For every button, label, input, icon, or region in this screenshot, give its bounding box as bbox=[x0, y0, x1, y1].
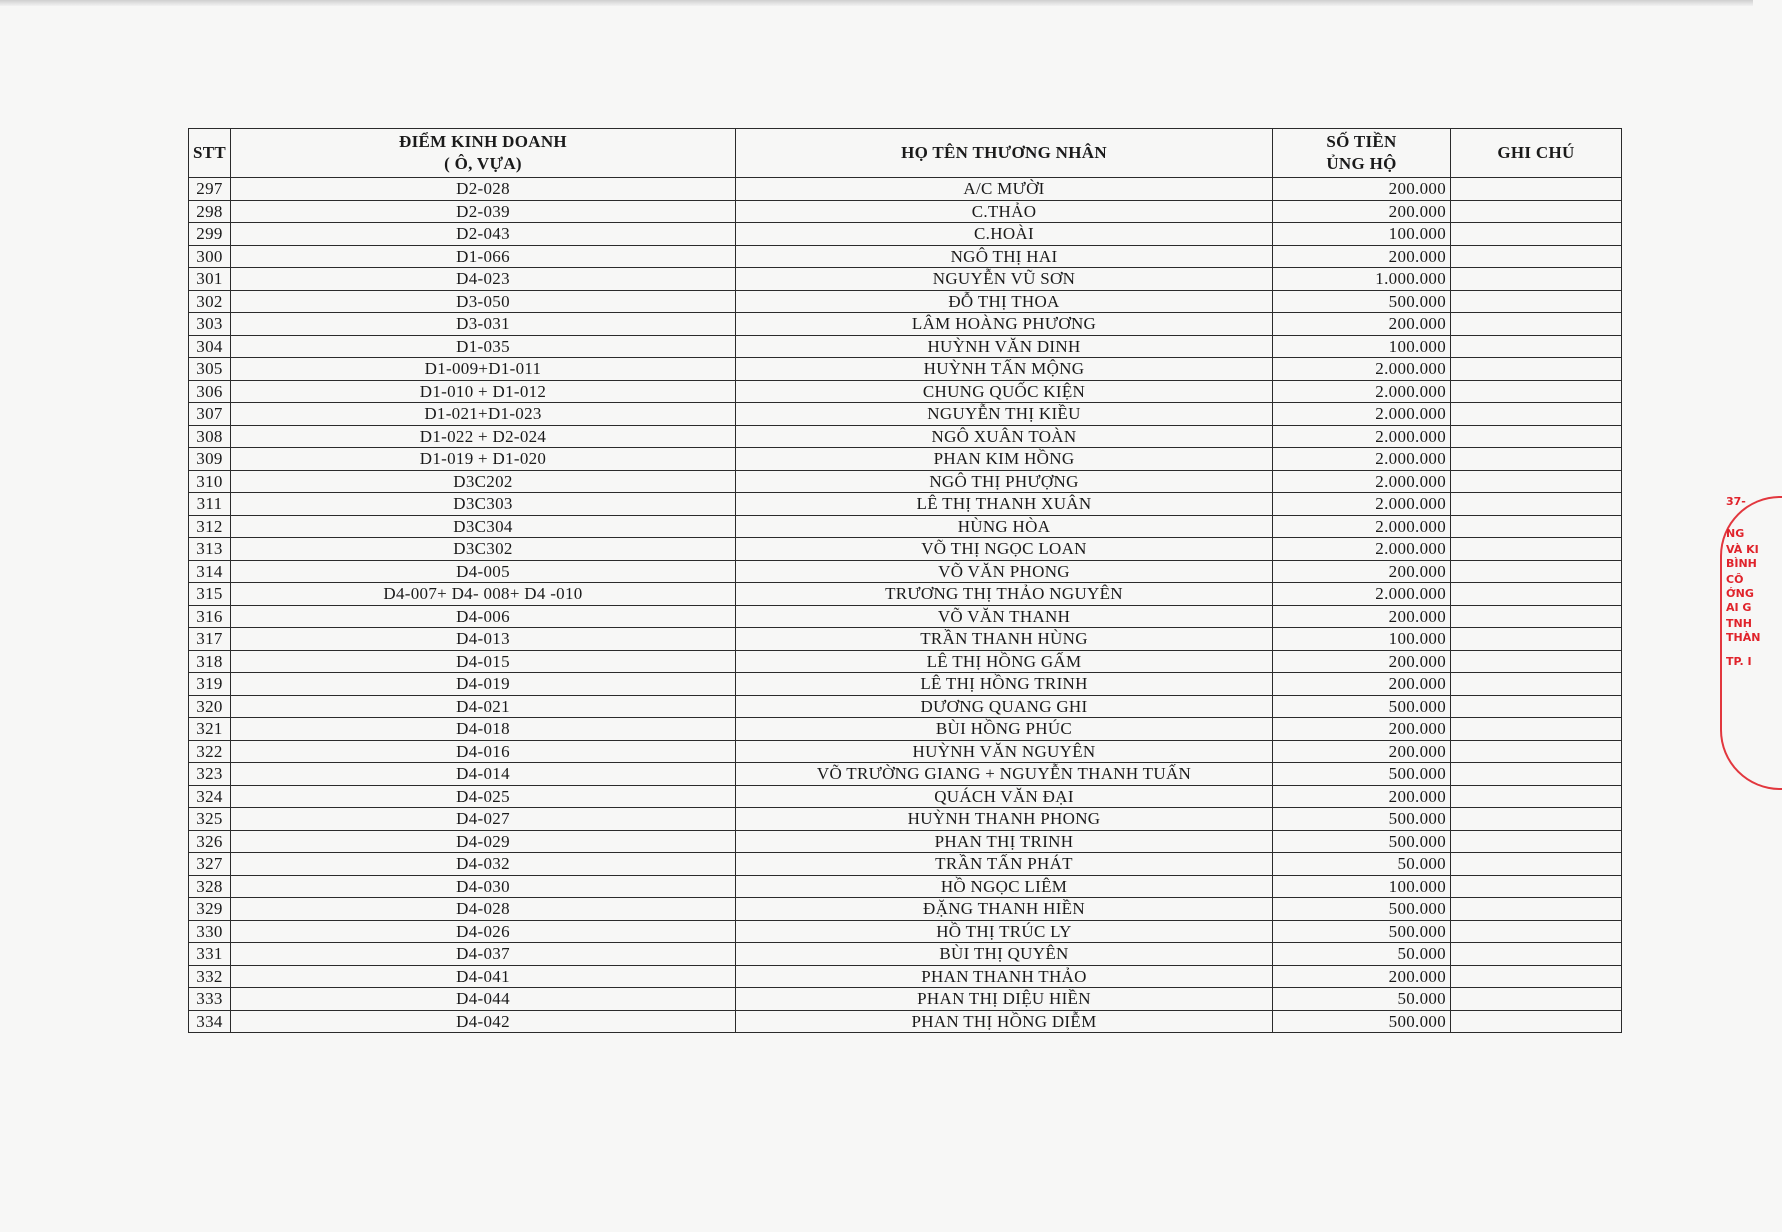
cell-trader-name: HUỲNH THANH PHONG bbox=[736, 808, 1273, 831]
cell-stt: 329 bbox=[189, 898, 231, 921]
cell-amount: 200.000 bbox=[1273, 313, 1451, 336]
table-row bbox=[189, 1010, 1622, 1033]
cell-amount: 200.000 bbox=[1273, 650, 1451, 673]
header-business-point-line2: ( Ô, VỰA) bbox=[444, 154, 522, 173]
cell-business-point: D4-014 bbox=[231, 763, 736, 786]
cell-stt: 320 bbox=[189, 695, 231, 718]
table-row bbox=[189, 313, 1622, 336]
cell-stt: 311 bbox=[189, 493, 231, 516]
cell-amount: 2.000.000 bbox=[1273, 583, 1451, 606]
cell-amount: 200.000 bbox=[1273, 178, 1451, 201]
cell-trader-name: A/C MƯỜI bbox=[736, 178, 1273, 201]
cell-amount: 2.000.000 bbox=[1273, 493, 1451, 516]
cell-business-point: D4-021 bbox=[231, 695, 736, 718]
cell-note bbox=[1451, 898, 1622, 921]
cell-amount: 2.000.000 bbox=[1273, 448, 1451, 471]
cell-trader-name: VÕ VĂN PHONG bbox=[736, 560, 1273, 583]
cell-stt: 299 bbox=[189, 223, 231, 246]
cell-business-point: D1-021+D1-023 bbox=[231, 403, 736, 426]
cell-trader-name: PHAN KIM HỒNG bbox=[736, 448, 1273, 471]
cell-trader-name: NGÔ THỊ PHƯỢNG bbox=[736, 470, 1273, 493]
table-row bbox=[189, 920, 1622, 943]
cell-business-point: D2-028 bbox=[231, 178, 736, 201]
seal-fragment: NG bbox=[1726, 527, 1745, 540]
cell-note bbox=[1451, 943, 1622, 966]
seal-fragment: TP. I bbox=[1726, 655, 1752, 668]
cell-amount: 2.000.000 bbox=[1273, 470, 1451, 493]
cell-stt: 307 bbox=[189, 403, 231, 426]
cell-business-point: D4-028 bbox=[231, 898, 736, 921]
cell-trader-name: NGÔ THỊ HAI bbox=[736, 245, 1273, 268]
cell-stt: 319 bbox=[189, 673, 231, 696]
cell-business-point: D4-025 bbox=[231, 785, 736, 808]
cell-note bbox=[1451, 875, 1622, 898]
cell-note bbox=[1451, 763, 1622, 786]
cell-stt: 332 bbox=[189, 965, 231, 988]
table-row bbox=[189, 718, 1622, 741]
cell-stt: 305 bbox=[189, 358, 231, 381]
cell-stt: 300 bbox=[189, 245, 231, 268]
header-note: GHI CHÚ bbox=[1451, 129, 1622, 178]
cell-amount: 2.000.000 bbox=[1273, 403, 1451, 426]
cell-trader-name: ĐẶNG THANH HIỀN bbox=[736, 898, 1273, 921]
cell-business-point: D1-035 bbox=[231, 335, 736, 358]
cell-business-point: D3-031 bbox=[231, 313, 736, 336]
cell-note bbox=[1451, 403, 1622, 426]
cell-trader-name: C.THẢO bbox=[736, 200, 1273, 223]
table-row bbox=[189, 515, 1622, 538]
header-amount-line2: ỦNG HỘ bbox=[1326, 154, 1397, 173]
cell-note bbox=[1451, 583, 1622, 606]
cell-stt: 325 bbox=[189, 808, 231, 831]
cell-note bbox=[1451, 830, 1622, 853]
cell-trader-name: VÕ THỊ NGỌC LOAN bbox=[736, 538, 1273, 561]
cell-amount: 500.000 bbox=[1273, 920, 1451, 943]
cell-note bbox=[1451, 740, 1622, 763]
cell-trader-name: VÕ TRƯỜNG GIANG + NGUYỄN THANH TUẤN bbox=[736, 763, 1273, 786]
table-row bbox=[189, 200, 1622, 223]
cell-business-point: D4-005 bbox=[231, 560, 736, 583]
seal-fragment: 37- bbox=[1726, 495, 1746, 508]
cell-trader-name: HỒ NGỌC LIÊM bbox=[736, 875, 1273, 898]
cell-business-point: D4-018 bbox=[231, 718, 736, 741]
cell-trader-name: QUÁCH VĂN ĐẠI bbox=[736, 785, 1273, 808]
cell-business-point: D4-032 bbox=[231, 853, 736, 876]
cell-stt: 327 bbox=[189, 853, 231, 876]
cell-stt: 313 bbox=[189, 538, 231, 561]
table-row bbox=[189, 335, 1622, 358]
cell-stt: 317 bbox=[189, 628, 231, 651]
cell-trader-name: PHAN THANH THẢO bbox=[736, 965, 1273, 988]
seal-fragment: BÌNH bbox=[1726, 557, 1757, 570]
cell-note bbox=[1451, 695, 1622, 718]
table-row bbox=[189, 358, 1622, 381]
header-business-point bbox=[231, 129, 736, 178]
cell-business-point: D3C303 bbox=[231, 493, 736, 516]
cell-business-point: D3C302 bbox=[231, 538, 736, 561]
cell-amount: 500.000 bbox=[1273, 695, 1451, 718]
scan-edge-shadow bbox=[0, 0, 1753, 6]
table-row bbox=[189, 943, 1622, 966]
cell-amount: 500.000 bbox=[1273, 763, 1451, 786]
cell-amount: 1.000.000 bbox=[1273, 268, 1451, 291]
cell-note bbox=[1451, 515, 1622, 538]
cell-note bbox=[1451, 425, 1622, 448]
cell-trader-name: TRƯƠNG THỊ THẢO NGUYÊN bbox=[736, 583, 1273, 606]
cell-stt: 333 bbox=[189, 988, 231, 1011]
cell-business-point: D1-010 + D1-012 bbox=[231, 380, 736, 403]
cell-amount: 2.000.000 bbox=[1273, 425, 1451, 448]
cell-note bbox=[1451, 988, 1622, 1011]
table-row bbox=[189, 898, 1622, 921]
cell-stt: 304 bbox=[189, 335, 231, 358]
table-row bbox=[189, 470, 1622, 493]
cell-trader-name: PHAN THỊ HỒNG DIỄM bbox=[736, 1010, 1273, 1033]
cell-business-point: D2-043 bbox=[231, 223, 736, 246]
cell-note bbox=[1451, 538, 1622, 561]
cell-note bbox=[1451, 1010, 1622, 1033]
cell-amount: 200.000 bbox=[1273, 245, 1451, 268]
cell-note bbox=[1451, 673, 1622, 696]
table-row bbox=[189, 560, 1622, 583]
cell-trader-name: ĐỖ THỊ THOA bbox=[736, 290, 1273, 313]
cell-note bbox=[1451, 223, 1622, 246]
table-row bbox=[189, 448, 1622, 471]
table-row bbox=[189, 403, 1622, 426]
cell-trader-name: HUỲNH VĂN NGUYÊN bbox=[736, 740, 1273, 763]
cell-note bbox=[1451, 245, 1622, 268]
cell-amount: 100.000 bbox=[1273, 875, 1451, 898]
table-row bbox=[189, 178, 1622, 201]
cell-note bbox=[1451, 200, 1622, 223]
cell-stt: 331 bbox=[189, 943, 231, 966]
cell-business-point: D1-009+D1-011 bbox=[231, 358, 736, 381]
table-row bbox=[189, 763, 1622, 786]
table-row bbox=[189, 425, 1622, 448]
cell-amount: 50.000 bbox=[1273, 853, 1451, 876]
cell-trader-name: NGUYỄN THỊ KIỀU bbox=[736, 403, 1273, 426]
cell-stt: 301 bbox=[189, 268, 231, 291]
cell-business-point: D4-042 bbox=[231, 1010, 736, 1033]
cell-stt: 302 bbox=[189, 290, 231, 313]
cell-trader-name: PHAN THỊ DIỆU HIỀN bbox=[736, 988, 1273, 1011]
cell-trader-name: LÊ THỊ HỒNG GẤM bbox=[736, 650, 1273, 673]
cell-note bbox=[1451, 380, 1622, 403]
cell-stt: 322 bbox=[189, 740, 231, 763]
cell-stt: 309 bbox=[189, 448, 231, 471]
seal-fragment: VÀ KI bbox=[1726, 543, 1759, 556]
cell-stt: 316 bbox=[189, 605, 231, 628]
cell-stt: 298 bbox=[189, 200, 231, 223]
seal-fragment: AI G bbox=[1726, 601, 1752, 614]
cell-trader-name: HUỲNH VĂN DINH bbox=[736, 335, 1273, 358]
cell-note bbox=[1451, 470, 1622, 493]
table-row bbox=[189, 380, 1622, 403]
cell-amount: 200.000 bbox=[1273, 965, 1451, 988]
cell-trader-name: CHUNG QUỐC KIỆN bbox=[736, 380, 1273, 403]
cell-trader-name: PHAN THỊ TRINH bbox=[736, 830, 1273, 853]
cell-amount: 2.000.000 bbox=[1273, 358, 1451, 381]
cell-note bbox=[1451, 290, 1622, 313]
header-row bbox=[189, 129, 1622, 178]
header-amount-line1: SỐ TIỀN bbox=[1326, 132, 1397, 151]
cell-amount: 100.000 bbox=[1273, 335, 1451, 358]
cell-stt: 334 bbox=[189, 1010, 231, 1033]
cell-stt: 306 bbox=[189, 380, 231, 403]
cell-trader-name: VÕ VĂN THANH bbox=[736, 605, 1273, 628]
table-row bbox=[189, 808, 1622, 831]
seal-fragment: TNH bbox=[1726, 617, 1752, 630]
cell-note bbox=[1451, 718, 1622, 741]
table-row bbox=[189, 830, 1622, 853]
cell-business-point: D3C202 bbox=[231, 470, 736, 493]
cell-business-point: D4-044 bbox=[231, 988, 736, 1011]
donation-table bbox=[188, 128, 1622, 1033]
cell-stt: 318 bbox=[189, 650, 231, 673]
cell-amount: 200.000 bbox=[1273, 718, 1451, 741]
cell-trader-name: DƯƠNG QUANG GHI bbox=[736, 695, 1273, 718]
cell-business-point: D4-026 bbox=[231, 920, 736, 943]
table-row bbox=[189, 853, 1622, 876]
table-row bbox=[189, 583, 1622, 606]
cell-stt: 297 bbox=[189, 178, 231, 201]
cell-trader-name: HUỲNH TẤN MỘNG bbox=[736, 358, 1273, 381]
table-row bbox=[189, 223, 1622, 246]
cell-trader-name: LÊ THỊ THANH XUÂN bbox=[736, 493, 1273, 516]
seal-fragment: THÀN bbox=[1726, 631, 1761, 644]
seal-fragment: ỚNG bbox=[1726, 587, 1754, 600]
cell-business-point: D4-041 bbox=[231, 965, 736, 988]
cell-trader-name: HÙNG HÒA bbox=[736, 515, 1273, 538]
cell-stt: 330 bbox=[189, 920, 231, 943]
cell-note bbox=[1451, 605, 1622, 628]
cell-stt: 328 bbox=[189, 875, 231, 898]
table-row bbox=[189, 493, 1622, 516]
cell-note bbox=[1451, 650, 1622, 673]
cell-stt: 321 bbox=[189, 718, 231, 741]
cell-amount: 200.000 bbox=[1273, 605, 1451, 628]
cell-amount: 50.000 bbox=[1273, 988, 1451, 1011]
cell-note bbox=[1451, 493, 1622, 516]
cell-stt: 314 bbox=[189, 560, 231, 583]
table-row bbox=[189, 245, 1622, 268]
cell-stt: 324 bbox=[189, 785, 231, 808]
cell-business-point: D4-007+ D4- 008+ D4 -010 bbox=[231, 583, 736, 606]
table-row bbox=[189, 740, 1622, 763]
cell-note bbox=[1451, 965, 1622, 988]
cell-note bbox=[1451, 628, 1622, 651]
cell-note bbox=[1451, 560, 1622, 583]
cell-note bbox=[1451, 785, 1622, 808]
cell-note bbox=[1451, 808, 1622, 831]
table-row bbox=[189, 785, 1622, 808]
cell-business-point: D3C304 bbox=[231, 515, 736, 538]
cell-business-point: D4-013 bbox=[231, 628, 736, 651]
cell-amount: 100.000 bbox=[1273, 628, 1451, 651]
cell-amount: 200.000 bbox=[1273, 785, 1451, 808]
cell-amount: 2.000.000 bbox=[1273, 380, 1451, 403]
table-row bbox=[189, 988, 1622, 1011]
cell-amount: 200.000 bbox=[1273, 740, 1451, 763]
cell-amount: 50.000 bbox=[1273, 943, 1451, 966]
table-row bbox=[189, 605, 1622, 628]
table-header bbox=[189, 129, 1622, 178]
header-business-point-line1: ĐIỂM KINH DOANH bbox=[399, 132, 567, 151]
header-stt: STT bbox=[189, 129, 231, 178]
table-row bbox=[189, 268, 1622, 291]
header-trader-name: HỌ TÊN THƯƠNG NHÂN bbox=[736, 129, 1273, 178]
table-row bbox=[189, 290, 1622, 313]
cell-note bbox=[1451, 853, 1622, 876]
cell-business-point: D4-016 bbox=[231, 740, 736, 763]
table-row bbox=[189, 538, 1622, 561]
cell-amount: 500.000 bbox=[1273, 808, 1451, 831]
cell-note bbox=[1451, 920, 1622, 943]
cell-stt: 310 bbox=[189, 470, 231, 493]
cell-business-point: D1-066 bbox=[231, 245, 736, 268]
seal-fragment: CÔ bbox=[1726, 573, 1744, 586]
cell-business-point: D4-029 bbox=[231, 830, 736, 853]
red-seal-stamp bbox=[1720, 495, 1761, 786]
cell-note bbox=[1451, 448, 1622, 471]
table-row bbox=[189, 875, 1622, 898]
cell-business-point: D4-019 bbox=[231, 673, 736, 696]
cell-business-point: D1-022 + D2-024 bbox=[231, 425, 736, 448]
cell-amount: 200.000 bbox=[1273, 560, 1451, 583]
cell-stt: 326 bbox=[189, 830, 231, 853]
cell-trader-name: BÙI HỒNG PHÚC bbox=[736, 718, 1273, 741]
cell-stt: 303 bbox=[189, 313, 231, 336]
cell-trader-name: BÙI THỊ QUYÊN bbox=[736, 943, 1273, 966]
cell-trader-name: LÂM HOÀNG PHƯƠNG bbox=[736, 313, 1273, 336]
cell-business-point: D3-050 bbox=[231, 290, 736, 313]
table-row bbox=[189, 695, 1622, 718]
cell-trader-name: NGUYỄN VŨ SƠN bbox=[736, 268, 1273, 291]
cell-amount: 200.000 bbox=[1273, 673, 1451, 696]
cell-note bbox=[1451, 358, 1622, 381]
cell-amount: 500.000 bbox=[1273, 830, 1451, 853]
table-row bbox=[189, 965, 1622, 988]
cell-stt: 312 bbox=[189, 515, 231, 538]
cell-amount: 100.000 bbox=[1273, 223, 1451, 246]
cell-stt: 308 bbox=[189, 425, 231, 448]
cell-trader-name: LÊ THỊ HỒNG TRINH bbox=[736, 673, 1273, 696]
cell-trader-name: TRẦN THANH HÙNG bbox=[736, 628, 1273, 651]
cell-stt: 315 bbox=[189, 583, 231, 606]
cell-note bbox=[1451, 178, 1622, 201]
cell-note bbox=[1451, 268, 1622, 291]
cell-amount: 500.000 bbox=[1273, 898, 1451, 921]
table-body bbox=[189, 178, 1622, 1033]
cell-business-point: D4-030 bbox=[231, 875, 736, 898]
cell-stt: 323 bbox=[189, 763, 231, 786]
cell-amount: 500.000 bbox=[1273, 290, 1451, 313]
cell-amount: 500.000 bbox=[1273, 1010, 1451, 1033]
cell-amount: 2.000.000 bbox=[1273, 515, 1451, 538]
cell-amount: 200.000 bbox=[1273, 200, 1451, 223]
cell-note bbox=[1451, 313, 1622, 336]
cell-note bbox=[1451, 335, 1622, 358]
cell-business-point: D4-006 bbox=[231, 605, 736, 628]
cell-business-point: D4-015 bbox=[231, 650, 736, 673]
cell-business-point: D4-027 bbox=[231, 808, 736, 831]
cell-trader-name: NGÔ XUÂN TOÀN bbox=[736, 425, 1273, 448]
table-row bbox=[189, 628, 1622, 651]
cell-business-point: D1-019 + D1-020 bbox=[231, 448, 736, 471]
cell-trader-name: TRẦN TẤN PHÁT bbox=[736, 853, 1273, 876]
header-amount bbox=[1273, 129, 1451, 178]
cell-trader-name: HỒ THỊ TRÚC LY bbox=[736, 920, 1273, 943]
cell-trader-name: C.HOÀI bbox=[736, 223, 1273, 246]
cell-business-point: D4-023 bbox=[231, 268, 736, 291]
cell-business-point: D4-037 bbox=[231, 943, 736, 966]
table-row bbox=[189, 650, 1622, 673]
cell-business-point: D2-039 bbox=[231, 200, 736, 223]
cell-amount: 2.000.000 bbox=[1273, 538, 1451, 561]
table-row bbox=[189, 673, 1622, 696]
